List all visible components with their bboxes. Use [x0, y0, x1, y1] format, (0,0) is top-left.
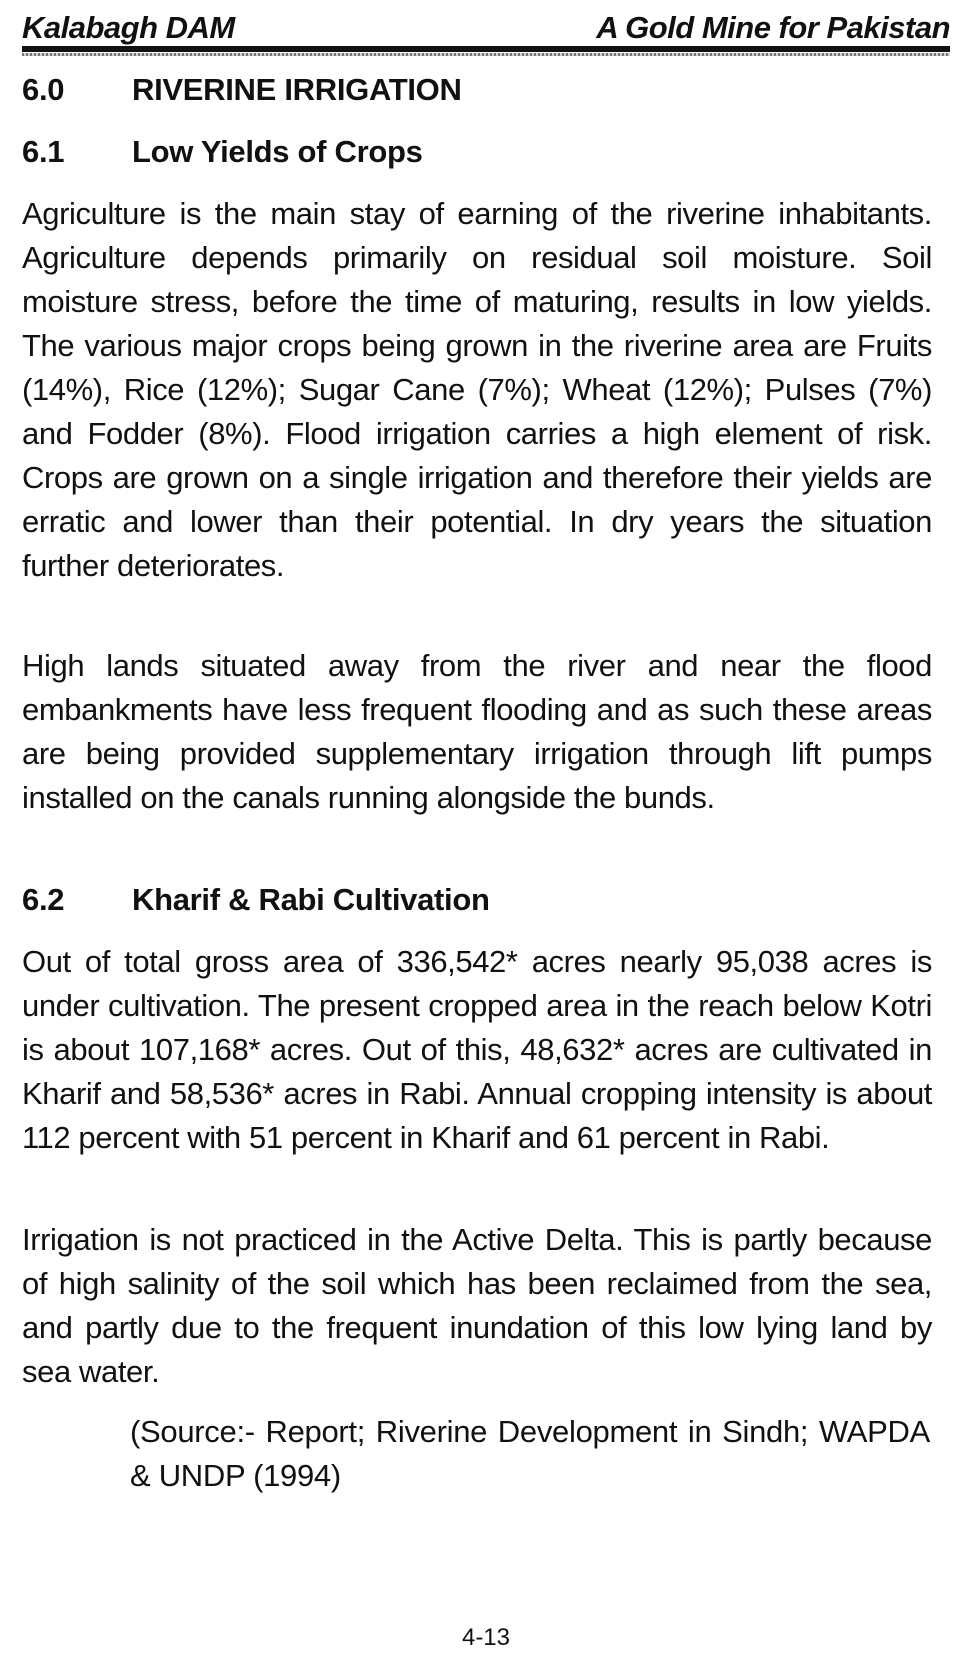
- paragraph-high-lands: High lands situated away from the river and near the flood embankments have less frequent flooding and as such these areas are being provided supplementary irrigation through lift pumps installed on the canals running alongside the bunds.: [22, 648, 932, 815]
- paragraph-cultivation-area: Out of total gross area of 336,542* acres nearly 95,038 acres is under cultivation. The present cropped area in the reach below Kotri is about 107,168* acres. Out of this, 48,632* acres are cultivated in Kharif and 58,536* acres in Rabi. Annual cropping intensity is about 112 percent with 51 percent in Kharif and 61 percent in Rabi.: [22, 944, 932, 1155]
- section-heading-6-2: [22, 882, 490, 918]
- page-number: 4-13: [461, 1624, 511, 1651]
- header-left-title: Kalabagh DAM: [22, 10, 235, 45]
- header-rule: [22, 46, 950, 52]
- source-note: (Source:- Report; Riverine Development in Sindh; WAPDA & UNDP (1994): [130, 1414, 930, 1493]
- running-header: [22, 2, 950, 46]
- section-title: RIVERINE IRRIGATION: [132, 72, 462, 107]
- section-number: 6.1: [22, 134, 65, 169]
- header-right-title: A Gold Mine for Pakistan: [596, 10, 950, 45]
- section-number: 6.2: [22, 882, 65, 917]
- section-title: Low Yields of Crops: [132, 134, 423, 169]
- section-number: 6.0: [22, 72, 65, 107]
- section-title: Kharif & Rabi Cultivation: [132, 882, 490, 917]
- section-heading-6-1: [22, 134, 423, 170]
- paragraph-active-delta: Irrigation is not practiced in the Active Delta. This is partly because of high salinity of the soil which has been reclaimed from the sea, and partly due to the frequent inundation of this low lying land by sea water.: [22, 1222, 932, 1389]
- section-heading-6-0: [22, 72, 462, 108]
- header-rule-shadow: [22, 53, 950, 56]
- paragraph-low-yields: Agriculture is the main stay of earning of the riverine inhabitants. Agriculture depends primarily on residual soil moisture. Soil moisture stress, before the time of maturing, results in low yields. The various major crops being grown in the riverine area are Fruits (14%), Rice (12%); Sugar Cane (7%); Wheat (12%); Pulses (7%) and Fodder (8%). Flood irrigation carries a high element of risk. Crops are grown on a single irrigation and therefore their yields are erratic and lower than their potential. In dry years the situation further deteriorates.: [22, 196, 932, 583]
- document-page: [22, 0, 950, 1670]
